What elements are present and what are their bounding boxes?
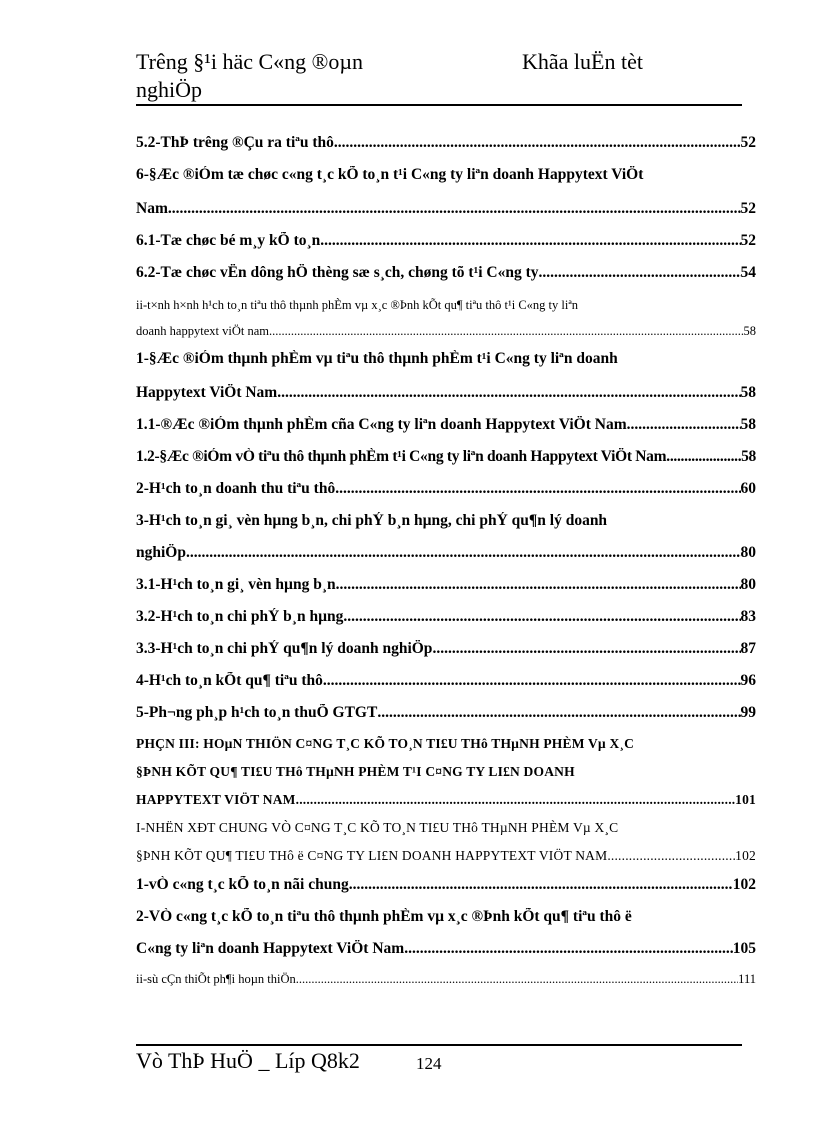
- toc-entry: 1-§Æc ®iÓm thµnh phÈm vµ tiªu thô thµnh phÈm t¹i C«ng ty liªn doanh: [136, 350, 618, 367]
- toc-entry: 1-vÒ c«ng t¸c kÕ to¸n nãi chung ..... 102: [136, 876, 756, 894]
- header-thesis-cont: nghiÖp: [136, 77, 202, 102]
- toc-entry: Happytext ViÖt Nam ..... 58: [136, 384, 756, 402]
- toc-entry: C«ng ty liªn doanh Happytext ViÖt Nam ..... 105: [136, 940, 756, 958]
- toc-entry: 1.2-§Æc ®iÓm vÒ tiªu thô thµnh phÈm t¹i C«ng ty liªn doanh Happytext ViÖt Nam ..... 58: [136, 448, 756, 466]
- toc-entry: doanh happytext viÖt nam ..... 58: [136, 324, 756, 339]
- footer-rule: [136, 1044, 742, 1046]
- page-footer: [136, 1048, 442, 1074]
- toc-entry: HAPPYTEXT VIÖT NAM ..... 101: [136, 792, 756, 808]
- toc-entry: 6.2-Tæ chøc vËn dông hÖ thèng sæ s¸ch, chøng tõ t¹i C«ng ty ..... 54: [136, 264, 756, 282]
- toc-entry: 6-§Æc ®iÓm tæ chøc c«ng t¸c kÕ to¸n t¹i C«ng ty liªn doanh Happytext ViÖt: [136, 166, 644, 183]
- header-university: Trêng §¹i häc C«ng ®oµn: [136, 49, 364, 74]
- toc-entry: §ÞNH KÕT QU¶ TI£U THô ë C¤NG TY LI£N DOANH HAPPYTEXT VIÖT NAM ..... 102: [136, 848, 756, 864]
- toc-entry: 4-H¹ch to¸n kÕt qu¶ tiªu thô ..... 96: [136, 672, 756, 690]
- toc-entry: ii-sù cÇn thiÕt ph¶i hoµn thiÖn ..... 111: [136, 972, 756, 987]
- toc-entry: 3.2-H¹ch to¸n chi phÝ b¸n hµng ..... 83: [136, 608, 756, 626]
- footer-author: Vò ThÞ HuÖ _ Líp Q8k2: [136, 1048, 360, 1073]
- toc-entry: PHÇN III: HOµN THIÖN C¤NG T¸C KÕ TO¸N TI£U THô THµNH PHÈM Vµ X¸C: [136, 736, 635, 751]
- toc-entry: I-NHËN XÐT CHUNG VÒ C¤NG T¸C KÕ TO¸N TI£U THô THµNH PHÈM Vµ X¸C: [136, 820, 619, 835]
- toc-entry: 1.1-®Æc ®iÓm thµnh phÈm cña C«ng ty liªn doanh Happytext ViÖt Nam ..... 58: [136, 416, 756, 434]
- toc-entry: ii-t×nh h×nh h¹ch to¸n tiªu thô thµnh phÈm vµ x¸c ®Þnh kÕt qu¶ tiªu thô t¹i C«ng ty liªn: [136, 298, 579, 312]
- toc-entry: 5.2-ThÞ trêng ®Çu ra tiªu thô ..... 52: [136, 134, 756, 152]
- toc-entry: 3-H¹ch to¸n gi¸ vèn hµng b¸n, chi phÝ b¸n hµng, chi phÝ qu¶n lý doanh: [136, 512, 608, 529]
- toc-entry: 3.1-H¹ch to¸n gi¸ vèn hµng b¸n ..... 80: [136, 576, 756, 594]
- toc-entry: 5-Ph¬ng ph¸p h¹ch to¸n thuÕ GTGT ..... 99: [136, 704, 756, 722]
- header-thesis: Khãa luËn tèt: [522, 49, 643, 74]
- toc-entry: Nam ..... 52: [136, 200, 756, 218]
- toc-entry: 6.1-Tæ chøc bé m¸y kÕ to¸n ..... 52: [136, 232, 756, 250]
- toc-entry: 2-H¹ch to¸n doanh thu tiªu thô ..... 60: [136, 480, 756, 498]
- header-rule: [136, 104, 742, 106]
- page-number: 124: [416, 1054, 442, 1073]
- toc-entry: nghiÖp ..... 80: [136, 544, 756, 562]
- toc-entry: 3.3-H¹ch to¸n chi phÝ qu¶n lý doanh nghiÖp ..... 87: [136, 640, 756, 658]
- toc-entry: 2-VÒ c«ng t¸c kÕ to¸n tiªu thô thµnh phÈm vµ x¸c ®Þnh kÕt qu¶ tiªu thô ë: [136, 908, 632, 925]
- toc-entry: §ÞNH KÕT QU¶ TI£U THô THµNH PHÈM T¹I C¤NG TY LI£N DOANH: [136, 764, 575, 779]
